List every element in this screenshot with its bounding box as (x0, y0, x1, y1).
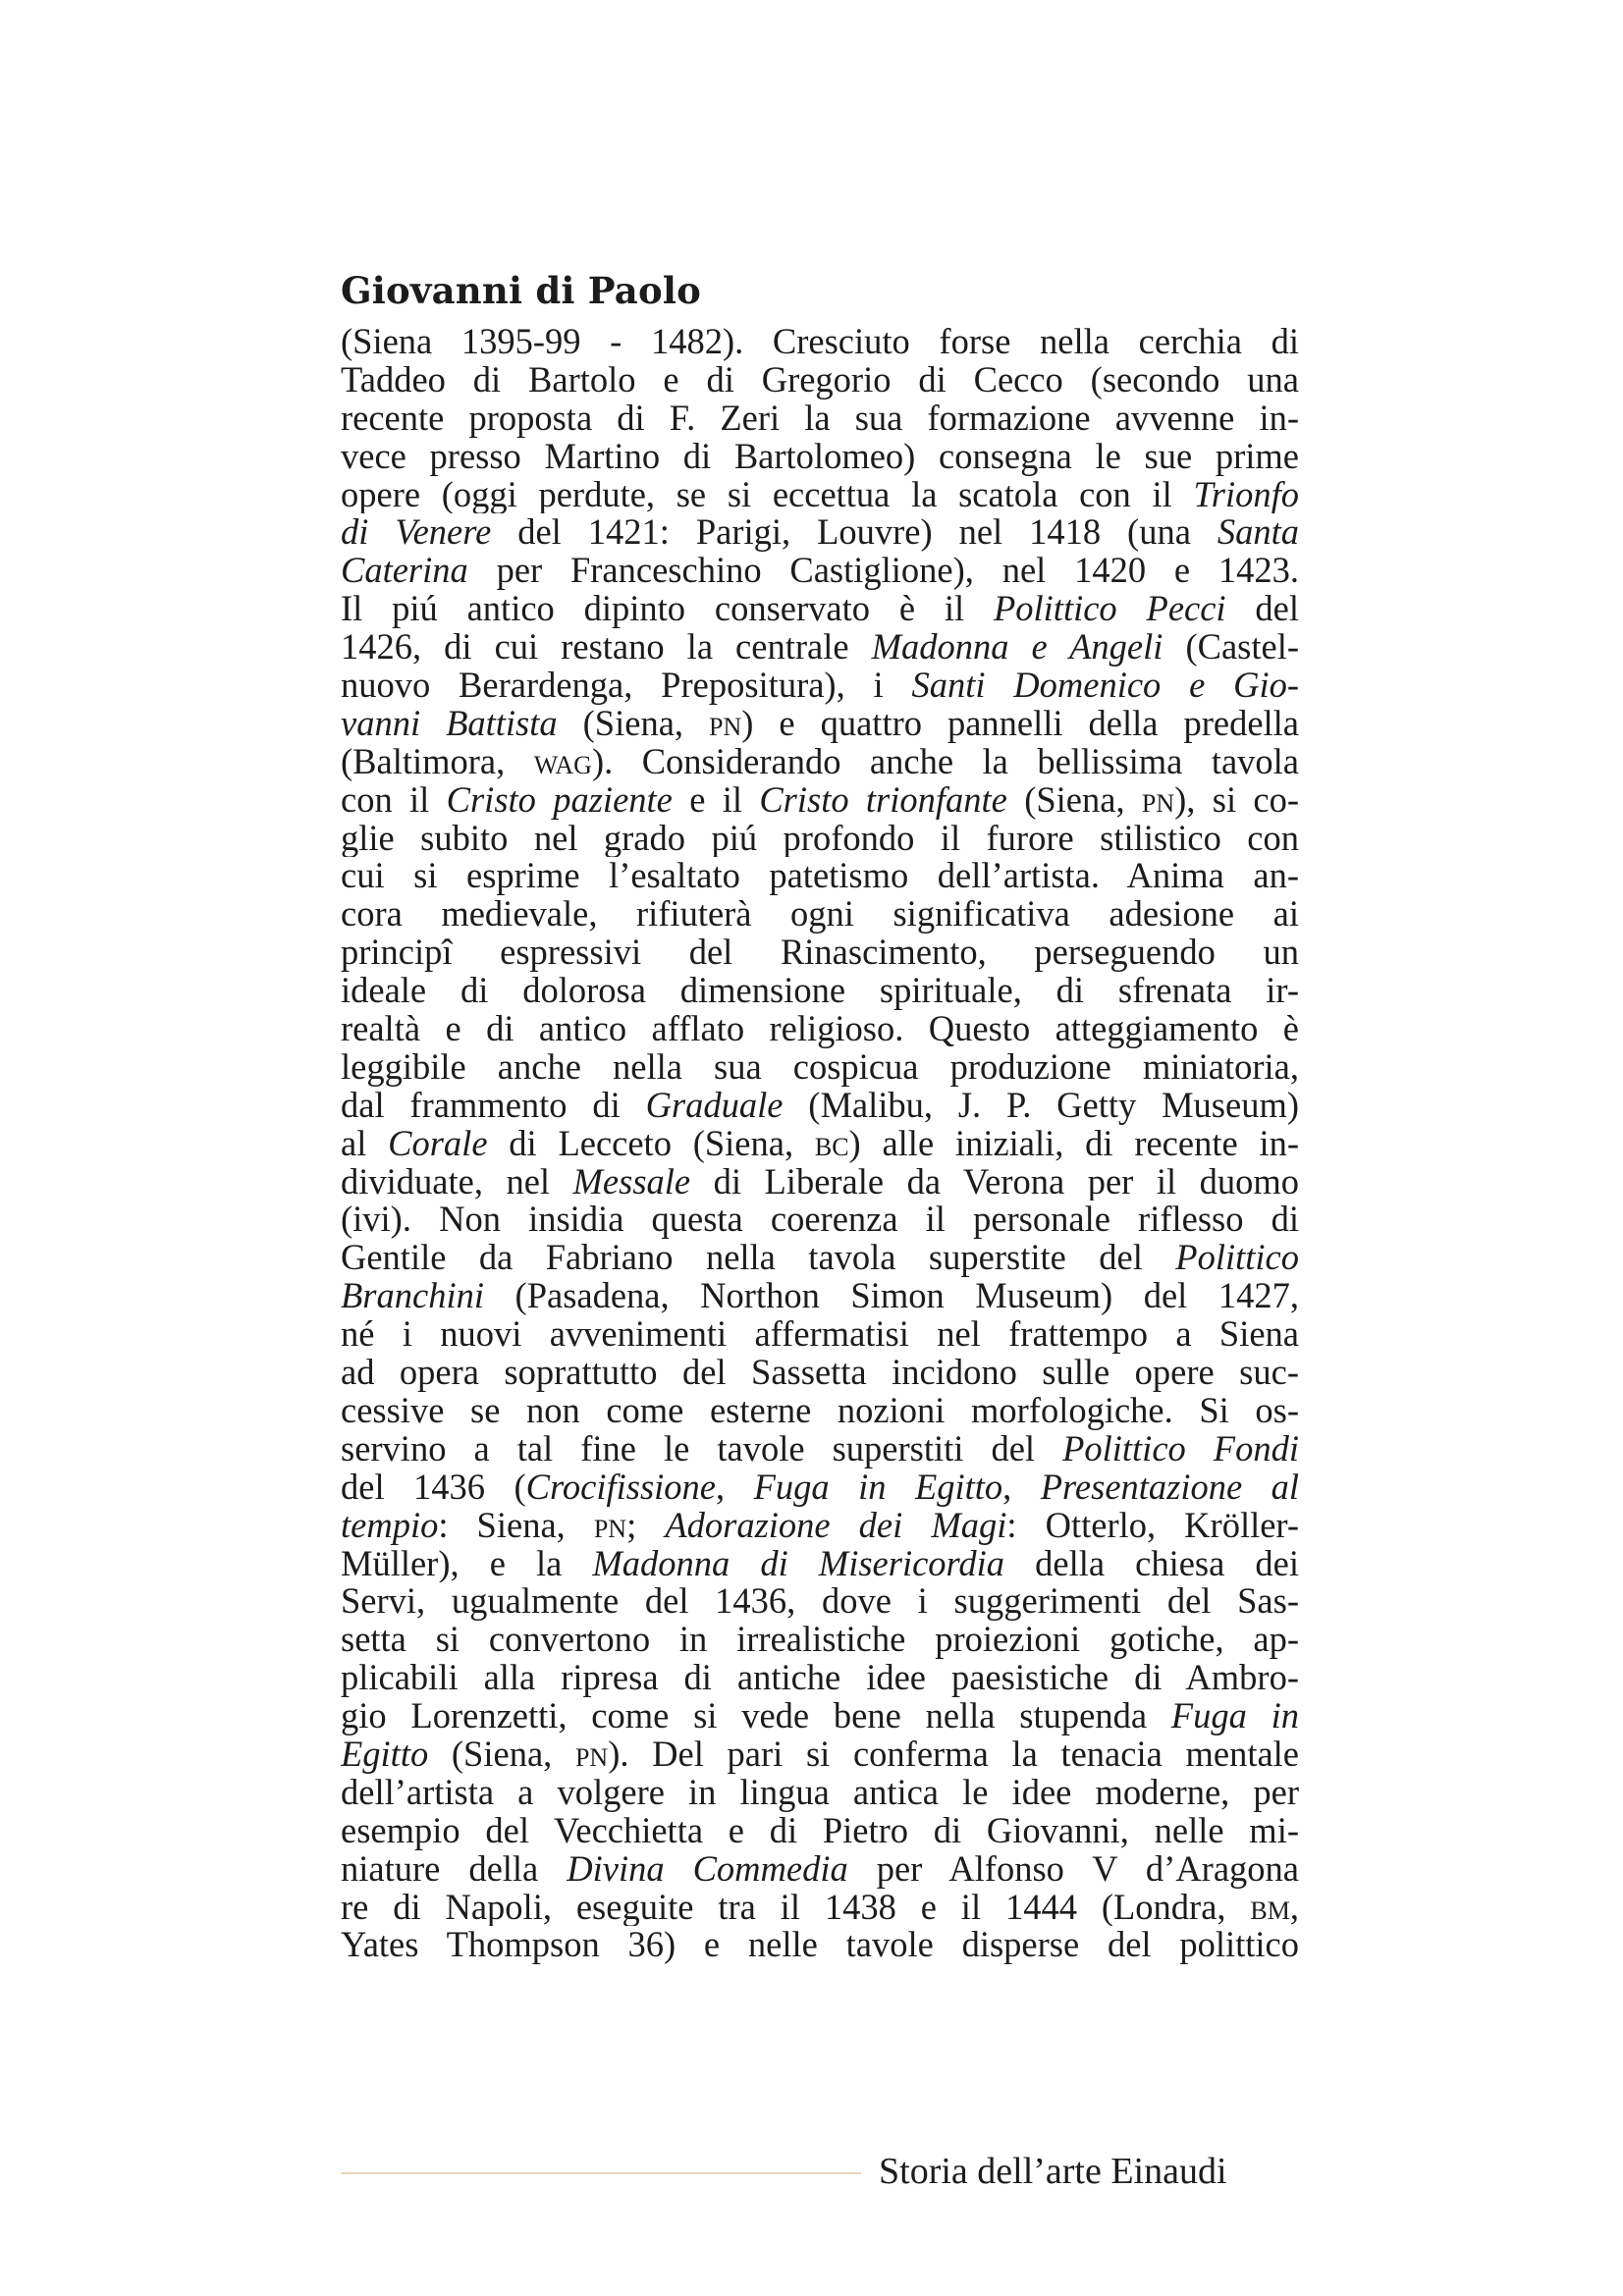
text-run: Servi, ugualmente del 1436, dove i suggerimenti del Sas- (341, 1582, 1299, 1622)
text-line (341, 1087, 1299, 1125)
text-run: vece presso Martino di Bartolomeo) consegna le sue prime (341, 437, 1299, 476)
italic-title: tempio (341, 1506, 439, 1545)
text-line (341, 857, 1299, 895)
collection-abbreviation: pn (574, 1735, 609, 1774)
text-line (341, 1889, 1299, 1927)
text-run: Müller), e la (341, 1544, 593, 1583)
text-line (341, 1582, 1299, 1621)
text-line (341, 1277, 1299, 1315)
text-line (341, 1392, 1299, 1430)
text-run: del 1436 ( (341, 1468, 526, 1507)
collection-abbreviation: pn (709, 704, 742, 743)
text-line (341, 1774, 1299, 1812)
text-run: Il piú antico dipinto conservato è il (341, 590, 994, 629)
text-run: recente proposta di F. Zeri la sua formazione avvenne in- (341, 399, 1299, 438)
collection-abbreviation: pn (593, 1506, 627, 1545)
text-line (341, 1468, 1299, 1507)
text-line (341, 1507, 1299, 1545)
text-line (341, 1315, 1299, 1354)
text-run: plicabili alla ripresa di antiche idee paesistiche di Ambro- (341, 1659, 1299, 1698)
italic-title: Cristo paziente (446, 780, 673, 820)
text-run: setta si convertono in irrealistiche proiezioni gotiche, ap- (341, 1621, 1299, 1660)
text-run: ). Considerando anche la bellissima tavola (591, 742, 1299, 781)
entry-heading: Giovanni di Paolo (341, 269, 701, 312)
text-run: cora medievale, rifiuterà ogni significativa adesione ai (341, 895, 1299, 934)
text-run: ideale di dolorosa dimensione spirituale, di sfrenata ir- (341, 972, 1299, 1011)
text-run: gio Lorenzetti, come si vede bene nella stupenda (341, 1697, 1171, 1735)
text-run: del 1421: Parigi, Louvre) nel 1418 (una (491, 513, 1217, 553)
text-run: , (1002, 1468, 1041, 1507)
italic-title: Fuga in (1170, 1697, 1299, 1735)
italic-title: Polittico Fondi (1062, 1429, 1299, 1468)
text-line (341, 1201, 1299, 1239)
text-line (341, 1926, 1299, 1964)
italic-title: vanni Battista (341, 704, 558, 743)
text-line (341, 972, 1299, 1010)
text-line (341, 552, 1299, 590)
collection-abbreviation: bm (1250, 1888, 1290, 1927)
text-run: ; (626, 1506, 666, 1545)
text-line (341, 1430, 1299, 1468)
text-line (341, 400, 1299, 438)
text-line (341, 1125, 1299, 1163)
text-line (341, 1735, 1299, 1774)
text-run: ) alle iniziali, di recente in- (848, 1124, 1299, 1163)
text-run: nuovo Berardenga, Prepositura), i (341, 667, 912, 705)
italic-title: Madonna e Angeli (871, 628, 1163, 667)
text-run: (Castel- (1163, 628, 1299, 667)
italic-title: Corale (388, 1124, 488, 1163)
text-line (341, 1659, 1299, 1697)
text-run: (ivi). Non insidia questa coerenza il personale riflesso di (341, 1201, 1299, 1240)
text-run: , (716, 1468, 754, 1507)
italic-title: Fuga in Egitto (753, 1468, 1003, 1507)
text-run: del (1225, 590, 1299, 629)
text-run: di Lecceto (Siena, (487, 1124, 815, 1163)
text-run: ). Del pari si conferma la tenacia mentale (608, 1735, 1299, 1774)
text-run: 1426, di cui restano la centrale (341, 628, 872, 667)
text-run: per Alfonso V d’Aragona (847, 1849, 1299, 1889)
text-line (341, 1239, 1299, 1277)
text-run: , (1289, 1888, 1299, 1927)
collection-abbreviation: pn (1141, 780, 1175, 820)
italic-title: Trionfo (1193, 475, 1299, 514)
italic-title: Divina Commedia (567, 1849, 848, 1889)
italic-title: Madonna di Misericordia (592, 1544, 1005, 1583)
italic-title: Santa (1217, 513, 1299, 553)
text-run: servino a tal fine le tavole superstiti del (341, 1429, 1063, 1468)
text-line (341, 361, 1299, 400)
text-line (341, 781, 1299, 820)
italic-title: Branchini (341, 1277, 484, 1316)
text-line (341, 934, 1299, 972)
italic-title: Messale (572, 1162, 691, 1201)
text-run: ad opera soprattutto del Sassetta incidono sulle opere suc- (341, 1354, 1299, 1392)
italic-title: Egitto (341, 1735, 429, 1774)
text-line (341, 476, 1299, 514)
text-line (341, 590, 1299, 628)
text-run: di Liberale da Verona per il duomo (690, 1162, 1299, 1201)
text-run: Yates Thompson 36) e nelle tavole disperse del polittico (341, 1926, 1299, 1965)
text-run: né i nuovi avvenimenti affermatisi nel frattempo a Siena (341, 1315, 1299, 1355)
text-line (341, 513, 1299, 552)
text-run: (Siena 1395-99 - 1482). Cresciuto forse nella cerchia di (341, 323, 1299, 361)
italic-title: Graduale (645, 1086, 784, 1125)
entry-body (341, 323, 1299, 1964)
text-line (341, 1010, 1299, 1048)
text-run: principî espressivi del Rinascimento, perseguendo un (341, 934, 1299, 973)
text-line (341, 628, 1299, 667)
text-run: dell’artista a volgere in lingua antica le idee moderne, per (341, 1773, 1299, 1812)
text-run: re di Napoli, eseguite tra il 1438 e il 1444 (Londra, (341, 1888, 1251, 1927)
italic-title: Presentazione al (1040, 1468, 1299, 1507)
text-line (341, 1621, 1299, 1659)
text-run: ), si co- (1174, 780, 1299, 820)
text-run: (Baltimora, (341, 742, 534, 781)
text-line (341, 1545, 1299, 1583)
text-line (341, 705, 1299, 743)
text-line (341, 1812, 1299, 1850)
footer-title: Storia dell’arte Einaudi (879, 2151, 1227, 2192)
italic-title: Polittico (1175, 1239, 1299, 1278)
text-run: glie subito nel grado piú profondo il furore stilistico con (341, 819, 1299, 858)
italic-title: Adorazione dei Magi (665, 1506, 1007, 1545)
text-run: dividuate, nel (341, 1162, 573, 1201)
text-run: con il (341, 780, 447, 820)
text-run: (Siena, (557, 704, 710, 743)
italic-title: Santi Domenico e Gio- (911, 667, 1299, 705)
text-run: (Siena, (428, 1735, 575, 1774)
text-run: ) e quattro pannelli della predella (741, 704, 1299, 743)
text-line (341, 1163, 1299, 1201)
text-run: e il (672, 780, 760, 820)
text-run: cessive se non come esterne nozioni morfologiche. Si os- (341, 1391, 1299, 1430)
text-run: : Siena, (438, 1506, 594, 1545)
italic-title: Polittico Pecci (993, 590, 1226, 629)
text-line (341, 743, 1299, 781)
text-run: cui si esprime l’esaltato patetismo dell’artista. Anima an- (341, 857, 1299, 896)
italic-title: Caterina (341, 552, 468, 591)
italic-title: Cristo trionfante (759, 780, 1007, 820)
text-run: della chiesa dei (1004, 1544, 1299, 1583)
text-line (341, 438, 1299, 476)
text-line (341, 1354, 1299, 1392)
text-run: (Pasadena, Northon Simon Museum) del 1427, (483, 1277, 1299, 1316)
text-run: dal frammento di (341, 1086, 646, 1125)
text-line (341, 1850, 1299, 1889)
text-run: esempio del Vecchietta e di Pietro di Giovanni, nelle mi- (341, 1811, 1299, 1850)
text-run: al (341, 1124, 389, 1163)
text-run: : Otterlo, Kröller- (1006, 1506, 1299, 1545)
text-line (341, 820, 1299, 858)
text-line (341, 895, 1299, 934)
collection-abbreviation: bc (814, 1124, 849, 1163)
footer-rule (341, 2172, 861, 2174)
text-line (341, 1697, 1299, 1735)
text-run: (Malibu, J. P. Getty Museum) (783, 1086, 1299, 1125)
text-run: niature della (341, 1849, 568, 1889)
text-run: Taddeo di Bartolo e di Gregorio di Cecco (secondo una (341, 360, 1299, 400)
text-run: opere (oggi perdute, se si eccettua la scatola con il (341, 475, 1194, 514)
text-line (341, 667, 1299, 705)
italic-title: di Venere (341, 513, 492, 553)
text-run: (Siena, (1006, 780, 1142, 820)
collection-abbreviation: wag (533, 742, 592, 781)
text-run: realtà e di antico afflato religioso. Questo atteggiamento è (341, 1010, 1299, 1048)
text-line (341, 1048, 1299, 1087)
text-line (341, 323, 1299, 361)
text-run: per Franceschino Castiglione), nel 1420 e 1423. (467, 552, 1299, 591)
text-run: leggibile anche nella sua cospicua produzione miniatoria, (341, 1047, 1299, 1087)
text-run: Gentile da Fabriano nella tavola superstite del (341, 1239, 1176, 1278)
italic-title: Crocifissione (525, 1468, 716, 1507)
